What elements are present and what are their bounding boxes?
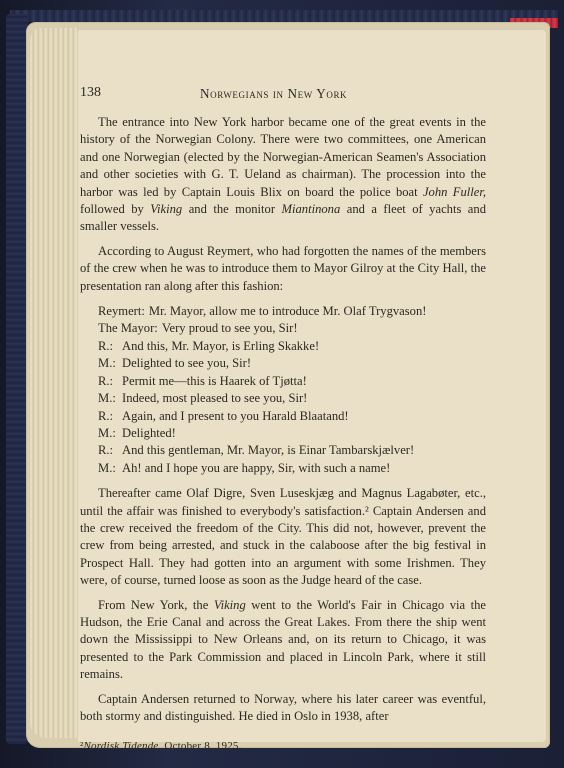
dialogue-line (98, 303, 486, 320)
speech: And this, Mr. Mayor, is Erling Skakke! (122, 338, 320, 353)
boat-name: John Fuller, (422, 184, 487, 199)
dialogue-line (98, 373, 486, 390)
speech: Very proud to see you, Sir! (161, 321, 298, 336)
speech: Delighted! (122, 425, 176, 440)
book-spine-edge (6, 14, 28, 744)
dialogue-line (98, 442, 486, 459)
paragraph-reymert: According to August Reymert, who had forgotten the names of the members of the crew when he was to introduce them to Mayor Gilroy at the City Hall, the presentation ran along after this fashion: (80, 243, 486, 293)
speech: Ah! and I hope you are happy, Sir, with such a name! (122, 460, 391, 475)
paragraph-harbor-entrance (80, 114, 486, 236)
speaker: Reymert: (98, 304, 145, 319)
speaker: M.: (98, 460, 116, 475)
speaker: M.: (98, 391, 116, 406)
dialogue-block (98, 303, 486, 477)
text-span: and a fleet of yachts and smaller vessels. (80, 202, 486, 234)
speech: Again, and I present to you Harald Blaatand! (122, 408, 349, 423)
dialogue-line (98, 338, 486, 355)
text-span: went to the World's Fair in Chicago via the Hudson, the Erie Canal and across the Great Lakes. From there the ship went down the Mississippi to New Orleans and, on its return to Chicago, it was presented to the Park Commission and placed in Lincoln Park, where it still remains. (80, 597, 486, 682)
text-span: The entrance into New York harbor became one of the great events in the history of the Norwegian Colony. There were two committees, one American and one Norwegian (elected by the Norwegian-American Seamen's Association and other societies with G. T. Ueland as chairman). The procession into the harbor was led by Captain Louis Blix on board the police boat (80, 115, 486, 199)
dialogue-line (98, 390, 486, 407)
page-content (80, 84, 486, 753)
footnote-source: Nordisk Tidende, (83, 740, 162, 753)
speaker: The Mayor: (98, 321, 158, 336)
page-number: 138 (80, 85, 101, 100)
dialogue-line (98, 355, 486, 372)
speaker: R.: (98, 373, 114, 388)
footnote-date: October 8, 1925. (161, 740, 242, 753)
speaker: R.: (98, 443, 114, 458)
page-header (80, 84, 486, 106)
cover-top-edge (10, 10, 558, 22)
paragraph-worlds-fair (80, 597, 486, 684)
dialogue-line (98, 408, 486, 425)
dialogue-line (98, 460, 486, 477)
paragraph-thereafter: Thereafter came Olaf Digre, Sven Luseskjæg and Magnus Lagabøter, etc., until the affair was finished to everybody's satisfaction.² Captain Andersen and the crew received the freedom of the City. This did not, however, prevent the crew from being arrested, and stuck in the calaboose after the big festival in Prospect Hall. They had gotten into an argument with some Irishmen. They were, of course, turned loose as soon as the Judge heard of the case. (80, 486, 486, 588)
dialogue-line (98, 320, 486, 337)
footnote (80, 739, 486, 753)
speech: And this gentleman, Mr. Mayor, is Einar Tambarskjælver! (122, 443, 415, 458)
ship-name: Viking (150, 202, 183, 217)
text-span: From New York, the (98, 597, 214, 612)
text-span: followed by (80, 202, 151, 217)
running-head: Norwegians in New York (200, 86, 348, 101)
paragraph-captain-andersen: Captain Andersen returned to Norway, where his later career was eventful, both stormy and distinguished. He died in Oslo in 1938, after (80, 691, 486, 723)
speaker: M.: (98, 356, 116, 371)
footnote-marker: ² (80, 740, 84, 753)
page-stack-edges (30, 28, 80, 738)
text-span: and the monitor (182, 202, 282, 217)
monitor-name: Miantinona (281, 202, 341, 217)
dialogue-line (98, 425, 486, 442)
ship-name: Viking (213, 597, 246, 612)
speech: Permit me—this is Haarek of Tjøtta! (122, 373, 307, 388)
speech: Indeed, most pleased to see you, Sir! (122, 391, 308, 406)
speaker: R.: (98, 408, 114, 423)
speaker: R.: (98, 338, 114, 353)
speaker: M.: (98, 425, 116, 440)
speech: Mr. Mayor, allow me to introduce Mr. Olaf Trygvason! (148, 304, 427, 319)
speech: Delighted to see you, Sir! (122, 356, 252, 371)
